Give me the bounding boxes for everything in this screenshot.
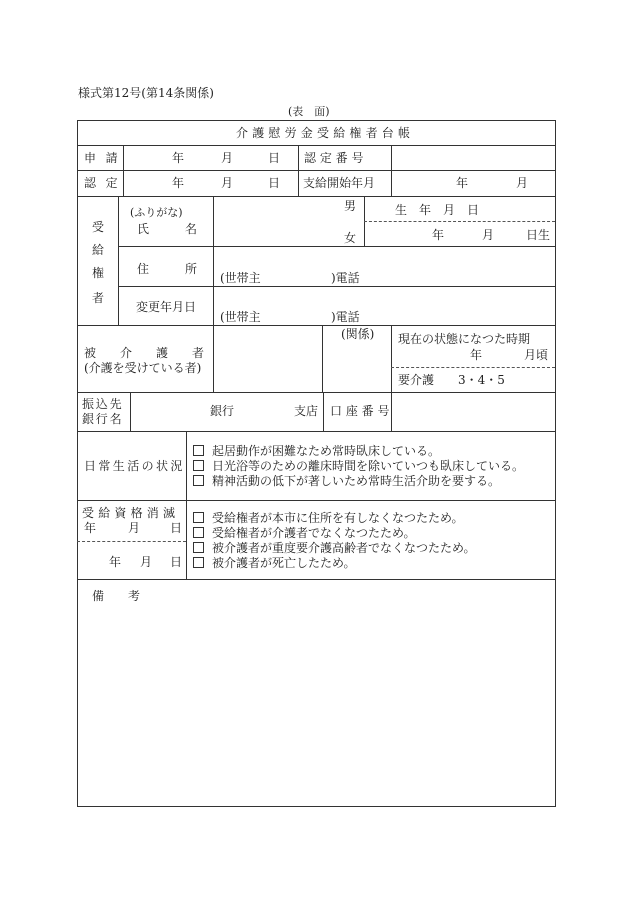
checkbox-icon[interactable] [193, 512, 204, 523]
current-state-label: 現在の状態になつた時期 [398, 332, 531, 346]
phone-label: )電話 [331, 271, 360, 285]
bank-suffix: 銀行 [210, 404, 235, 418]
disqualification-month-1: 月 [128, 521, 141, 535]
application-year: 年 [172, 151, 185, 165]
care-level-options[interactable]: 3・4・5 [458, 373, 505, 387]
disqualification-option[interactable] [193, 542, 476, 554]
birth-day: 日生 [526, 228, 551, 242]
disqualification-year-2: 年 [109, 555, 122, 569]
disqualification-option-text: 受給権者が介護者でなくなつたため。 [212, 526, 416, 540]
disqualification-date-field[interactable] [78, 542, 185, 578]
birthdate-field[interactable] [365, 222, 554, 245]
state-year: 年 [470, 348, 483, 362]
birthdate-label: 生 年 月 日 [395, 203, 480, 217]
daily-life-label: 日常生活の状況 [84, 459, 185, 473]
dashed-divider [391, 367, 555, 368]
row-divider [77, 500, 556, 501]
furigana-label: (ふりがな) [130, 206, 183, 219]
table-right-border [555, 120, 556, 807]
bank-label-line1: 振込先 [82, 397, 124, 411]
disqualification-day-1: 日 [170, 521, 183, 535]
form-side-label: (表 面) [288, 105, 330, 118]
changed-address-field[interactable] [214, 287, 554, 324]
daily-life-option-text: 日光浴等のための離床時間を除いていつも臥床している。 [212, 459, 525, 473]
disqualification-label: 受給資格消滅 [82, 506, 180, 520]
form-number: 様式第12号(第14条関係) [78, 86, 214, 100]
col-divider [391, 325, 392, 392]
payment-start-month: 月 [516, 176, 529, 190]
checkbox-icon[interactable] [193, 557, 204, 568]
certification-number-field[interactable] [392, 146, 554, 169]
certification-label: 認定 [84, 176, 128, 190]
phone-label-2: )電話 [331, 310, 360, 324]
checkbox-icon[interactable] [193, 445, 204, 456]
disqualification-option[interactable] [193, 512, 464, 524]
checkbox-icon[interactable] [193, 542, 204, 553]
sex-male[interactable]: 男 [344, 199, 357, 213]
disqualification-option-text: 被介護者が死亡したため。 [212, 556, 356, 570]
care-level-label: 要介護 [398, 373, 435, 387]
disqualification-option[interactable] [193, 527, 416, 539]
care-receiver-label: 被 介 護 者 [84, 346, 205, 360]
payment-start-label: 支給開始年月 [303, 176, 376, 190]
relation-field[interactable] [323, 342, 390, 391]
row-divider [77, 579, 556, 580]
address-field[interactable] [214, 247, 554, 285]
household-head-label: (世帯主 [220, 271, 261, 285]
payment-start-year: 年 [456, 176, 469, 190]
recipient-label-char: 給 [92, 243, 105, 257]
col-divider [323, 392, 324, 431]
recipient-label-char: 受 [92, 220, 105, 234]
relation-label: (関係) [341, 327, 375, 341]
recipient-name-field[interactable] [214, 197, 334, 245]
daily-life-option[interactable] [193, 475, 500, 487]
application-label: 申請 [84, 151, 128, 165]
account-number-field[interactable] [392, 393, 554, 430]
table-top-border [77, 120, 556, 121]
daily-life-option[interactable] [193, 445, 440, 457]
certification-date-field[interactable] [124, 171, 297, 195]
account-number-label: 口 座 番 号 [330, 404, 390, 418]
application-day: 日 [268, 151, 281, 165]
certification-year: 年 [172, 176, 185, 190]
care-receiver-sublabel: (介護を受けている者) [84, 361, 202, 375]
daily-life-option-text: 起居動作が困難なため常時臥床している。 [212, 444, 441, 458]
row-divider [77, 431, 556, 432]
table-bottom-border [77, 806, 556, 807]
care-receiver-name-field[interactable] [214, 326, 321, 391]
payment-start-field[interactable] [392, 171, 554, 195]
recipient-label-char: 者 [92, 291, 105, 305]
col-divider [186, 431, 187, 579]
address-label: 住 所 [137, 262, 198, 276]
application-month: 月 [221, 151, 234, 165]
ledger-title: 介護慰労金受給権者台帳 [236, 126, 415, 140]
col-divider [298, 145, 299, 196]
sex-female[interactable]: 女 [344, 231, 357, 245]
disqualification-month-2: 月 [140, 555, 153, 569]
certification-month: 月 [221, 176, 234, 190]
remarks-field[interactable] [78, 605, 554, 805]
bank-label-line2: 銀行名 [82, 412, 124, 426]
application-date-field[interactable] [124, 146, 297, 169]
daily-life-option-text: 精神活動の低下が著しいため常時生活介助を要する。 [212, 474, 501, 488]
recipient-label-char: 権 [92, 266, 105, 280]
daily-life-option[interactable] [193, 460, 524, 472]
disqualification-day-2: 日 [170, 555, 183, 569]
change-date-label: 変更年月日 [136, 300, 197, 314]
disqualification-option-text: 受給権者が本市に住所を有しなくなつたため。 [212, 511, 464, 525]
checkbox-icon[interactable] [193, 475, 204, 486]
disqualification-option-text: 被介護者が重度要介護高齢者でなくなつたため。 [212, 541, 476, 555]
birth-year: 年 [432, 228, 445, 242]
state-month: 月頃 [524, 348, 549, 362]
name-label: 氏 名 [137, 222, 198, 236]
disqualification-year-1: 年 [84, 521, 97, 535]
birth-month: 月 [482, 228, 495, 242]
household-head-label-2: (世帯主 [220, 310, 261, 324]
col-divider [118, 196, 119, 325]
certification-number-label: 認 定 番 号 [304, 151, 364, 165]
certification-day: 日 [268, 176, 281, 190]
checkbox-icon[interactable] [193, 527, 204, 538]
branch-suffix: 支店 [294, 404, 319, 418]
remarks-label: 備 考 [92, 589, 141, 603]
disqualification-option[interactable] [193, 557, 356, 569]
checkbox-icon[interactable] [193, 460, 204, 471]
